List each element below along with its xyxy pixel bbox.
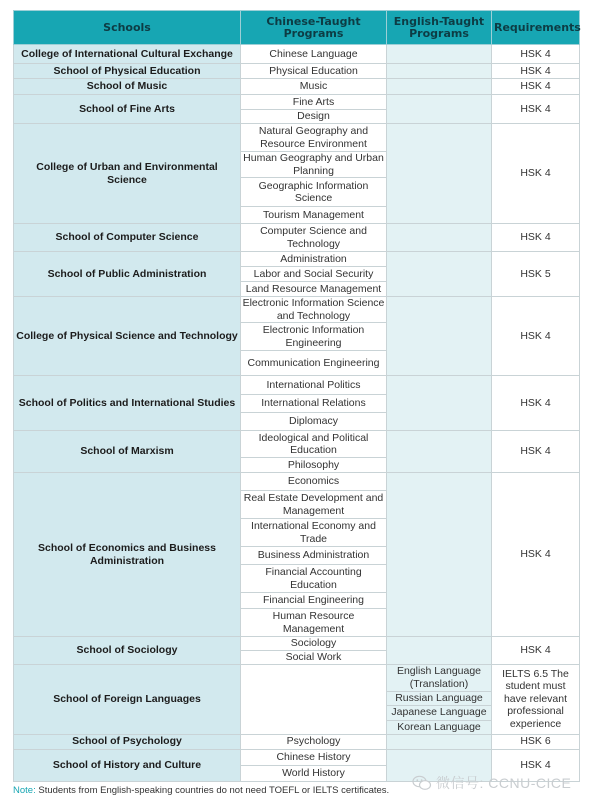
table-row	[14, 297, 580, 323]
chinese-program: Electronic Information Engineering	[241, 323, 387, 351]
chinese-program: Economics	[241, 473, 387, 491]
table-row	[14, 79, 580, 95]
table-row	[14, 252, 580, 267]
chinese-program: International Relations	[241, 395, 387, 413]
school-name: School of History and Culture	[14, 749, 241, 781]
table-row	[14, 473, 580, 491]
chinese-program: Administration	[241, 252, 387, 267]
header-chinese-programs: Chinese-Taught Programs	[241, 11, 387, 45]
school-name: School of Politics and International Studies	[14, 376, 241, 431]
chinese-program: Communication Engineering	[241, 351, 387, 376]
requirement: HSK 4	[492, 376, 580, 431]
english-program-empty	[387, 224, 492, 252]
table-row	[14, 734, 580, 749]
requirement: HSK 4	[492, 297, 580, 376]
chinese-program: Real Estate Development and Management	[241, 491, 387, 519]
header-schools: Schools	[14, 11, 241, 45]
school-name: School of Marxism	[14, 431, 241, 473]
chinese-program: Land Resource Management	[241, 282, 387, 297]
table-header-row	[14, 11, 580, 45]
requirement: HSK 4	[492, 79, 580, 95]
chinese-program: Natural Geography and Resource Environment	[241, 124, 387, 152]
school-name: School of Fine Arts	[14, 95, 241, 124]
note-text: Students from English-speaking countries do not need TOEFL or IELTS certificates.	[38, 785, 390, 796]
chinese-program: Computer Science and Technology	[241, 224, 387, 252]
wechat-icon	[412, 775, 432, 791]
english-program-empty	[387, 431, 492, 473]
requirement: IELTS 6.5 The student must have relevant professional experience	[492, 664, 580, 734]
chinese-program: Financial Engineering	[241, 593, 387, 609]
chinese-program: Physical Education	[241, 64, 387, 79]
chinese-program-empty	[241, 664, 387, 734]
english-program-empty	[387, 124, 492, 224]
english-program-empty	[387, 734, 492, 749]
requirement: HSK 4	[492, 431, 580, 473]
table-row	[14, 95, 580, 110]
header-requirements: Requirements	[492, 11, 580, 45]
english-program-empty	[387, 79, 492, 95]
requirement: HSK 4	[492, 124, 580, 224]
school-name: School of Foreign Languages	[14, 664, 241, 734]
english-program: English Language (Translation)	[387, 664, 492, 691]
chinese-program: Labor and Social Security	[241, 267, 387, 282]
english-program-empty	[387, 64, 492, 79]
chinese-program: Tourism Management	[241, 207, 387, 224]
programs-table	[13, 10, 580, 782]
chinese-program: Chinese Language	[241, 45, 387, 64]
requirement: HSK 4	[492, 473, 580, 637]
english-program-empty	[387, 95, 492, 124]
english-program-empty	[387, 45, 492, 64]
footnote	[13, 785, 389, 796]
chinese-program: Design	[241, 110, 387, 124]
chinese-program: Social Work	[241, 650, 387, 664]
requirement: HSK 4	[492, 224, 580, 252]
requirement: HSK 4	[492, 749, 580, 781]
english-program: Japanese Language	[387, 705, 492, 720]
english-program-empty	[387, 297, 492, 376]
chinese-program: Chinese History	[241, 749, 387, 765]
school-name: School of Physical Education	[14, 64, 241, 79]
english-program-empty	[387, 637, 492, 665]
chinese-program: Geographic Information Science	[241, 178, 387, 207]
chinese-program: Financial Accounting Education	[241, 565, 387, 593]
school-name: School of Computer Science	[14, 224, 241, 252]
header-english-programs: English-Taught Programs	[387, 11, 492, 45]
requirement: HSK 4	[492, 64, 580, 79]
chinese-program: World History	[241, 765, 387, 781]
chinese-program: Fine Arts	[241, 95, 387, 110]
school-name: College of Urban and Environmental Science	[14, 124, 241, 224]
table-row	[14, 64, 580, 79]
chinese-program: International Politics	[241, 376, 387, 395]
chinese-program: Sociology	[241, 637, 387, 651]
table-row	[14, 224, 580, 252]
table-row	[14, 124, 580, 152]
school-name: School of Psychology	[14, 734, 241, 749]
requirement: HSK 5	[492, 252, 580, 297]
requirement: HSK 4	[492, 45, 580, 64]
school-name: School of Economics and Business Administration	[14, 473, 241, 637]
chinese-program: Psychology	[241, 734, 387, 749]
table-body	[14, 45, 580, 782]
school-name: School of Sociology	[14, 637, 241, 665]
requirement: HSK 6	[492, 734, 580, 749]
chinese-program: Human Geography and Urban Planning	[241, 152, 387, 178]
note-label: Note:	[13, 785, 36, 796]
chinese-program: Electronic Information Science and Technology	[241, 297, 387, 323]
watermark	[412, 773, 571, 793]
chinese-program: International Economy and Trade	[241, 519, 387, 547]
school-name: College of Physical Science and Technology	[14, 297, 241, 376]
chinese-program: Philosophy	[241, 458, 387, 473]
requirement: HSK 4	[492, 637, 580, 665]
school-name: School of Public Administration	[14, 252, 241, 297]
table-row	[14, 45, 580, 64]
english-program-empty	[387, 252, 492, 297]
table-row	[14, 431, 580, 458]
chinese-program: Business Administration	[241, 547, 387, 565]
school-name: College of International Cultural Exchange	[14, 45, 241, 64]
requirement: HSK 4	[492, 95, 580, 124]
chinese-program: Human Resource Management	[241, 609, 387, 637]
chinese-program: Diplomacy	[241, 413, 387, 431]
english-program: Korean Language	[387, 720, 492, 734]
table-row	[14, 664, 580, 691]
table-row	[14, 376, 580, 395]
english-program-empty	[387, 376, 492, 431]
chinese-program: Music	[241, 79, 387, 95]
chinese-program: Ideological and Political Education	[241, 431, 387, 458]
table-row	[14, 749, 580, 765]
school-name: School of Music	[14, 79, 241, 95]
english-program-empty	[387, 473, 492, 637]
english-program: Russian Language	[387, 691, 492, 705]
watermark-text: 微信号: CCNU-CICE	[436, 775, 572, 791]
table-row	[14, 637, 580, 651]
